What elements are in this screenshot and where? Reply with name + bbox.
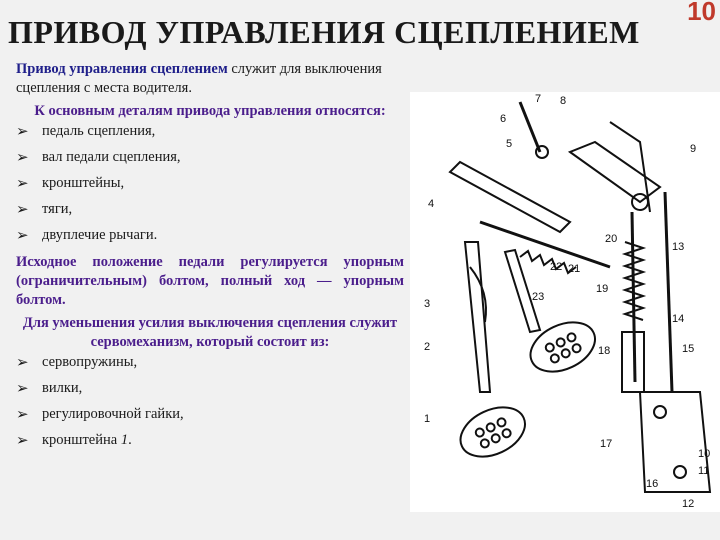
- list-item: ➢ кронштейны,: [16, 174, 125, 192]
- callout-19: 19: [596, 283, 609, 295]
- list-item: ➢ кронштейна 1.: [16, 431, 132, 449]
- callout-2: 2: [424, 341, 431, 353]
- callout-10: 10: [698, 448, 711, 460]
- text-column: [16, 60, 404, 458]
- list-item: ➢ педаль сцепления,: [16, 122, 156, 140]
- arrow-bullet-icon: ➢: [16, 379, 29, 397]
- adjust-paragraph: Исходное положение педали регулируется упорным (ограничительным) болтом, полный ход — упорным болтом.: [16, 254, 405, 308]
- callout-23: 23: [532, 291, 545, 303]
- callout-15: 15: [682, 343, 695, 355]
- callout-6: 6: [500, 113, 507, 125]
- diagram-drawing: [410, 92, 720, 512]
- servo-list: [16, 354, 404, 449]
- callout-21: 21: [568, 263, 581, 275]
- list-item: ➢ тяги,: [16, 200, 73, 218]
- callout-20: 20: [605, 233, 618, 245]
- list-item: ➢ сервопружины,: [16, 353, 138, 371]
- callout-4: 4: [428, 198, 435, 210]
- intro-bold: Привод управления сцеплением: [16, 61, 228, 77]
- list-item: ➢ вал педали сцепления,: [16, 148, 181, 166]
- parts-list: [16, 123, 404, 244]
- clutch-drive-diagram: [410, 92, 720, 512]
- parts-heading: К основным деталям привода управления относятся:: [34, 103, 386, 119]
- arrow-bullet-icon: ➢: [16, 174, 29, 192]
- callout-14: 14: [672, 313, 685, 325]
- callout-5: 5: [506, 138, 513, 150]
- callout-17: 17: [600, 438, 613, 450]
- callout-12: 12: [682, 498, 695, 510]
- list-item: ➢ двуплечие рычаги.: [16, 226, 158, 244]
- callout-1: 1: [424, 413, 431, 425]
- callout-11: 11: [698, 465, 710, 477]
- slide-number: 10: [687, 0, 716, 26]
- callout-3: 3: [424, 298, 431, 310]
- arrow-bullet-icon: ➢: [16, 226, 29, 244]
- callout-16: 16: [646, 478, 659, 490]
- arrow-bullet-icon: ➢: [16, 353, 29, 371]
- list-item: ➢ вилки,: [16, 379, 83, 397]
- callout-9: 9: [690, 143, 697, 155]
- arrow-bullet-icon: ➢: [16, 200, 29, 218]
- callout-8: 8: [560, 95, 567, 107]
- intro-paragraph: [16, 60, 404, 98]
- callout-13: 13: [672, 241, 685, 253]
- intro-rest: служит для выключения сцепления с места водителя.: [16, 61, 382, 96]
- callout-7: 7: [535, 93, 542, 105]
- diagram-labels: [424, 93, 710, 510]
- arrow-bullet-icon: ➢: [16, 148, 29, 166]
- list-item: ➢ регулировочной гайки,: [16, 405, 184, 423]
- callout-22: 22: [550, 261, 563, 273]
- page-title: ПРИВОД УПРАВЛЕНИЯ СЦЕПЛЕНИЕМ: [8, 14, 640, 50]
- servo-heading: Для уменьшения усилия выключения сцепления служит сервомеханизм, который состоит из:: [22, 315, 398, 350]
- arrow-bullet-icon: ➢: [16, 405, 29, 423]
- arrow-bullet-icon: ➢: [16, 122, 29, 140]
- arrow-bullet-icon: ➢: [16, 431, 29, 449]
- callout-18: 18: [598, 345, 611, 357]
